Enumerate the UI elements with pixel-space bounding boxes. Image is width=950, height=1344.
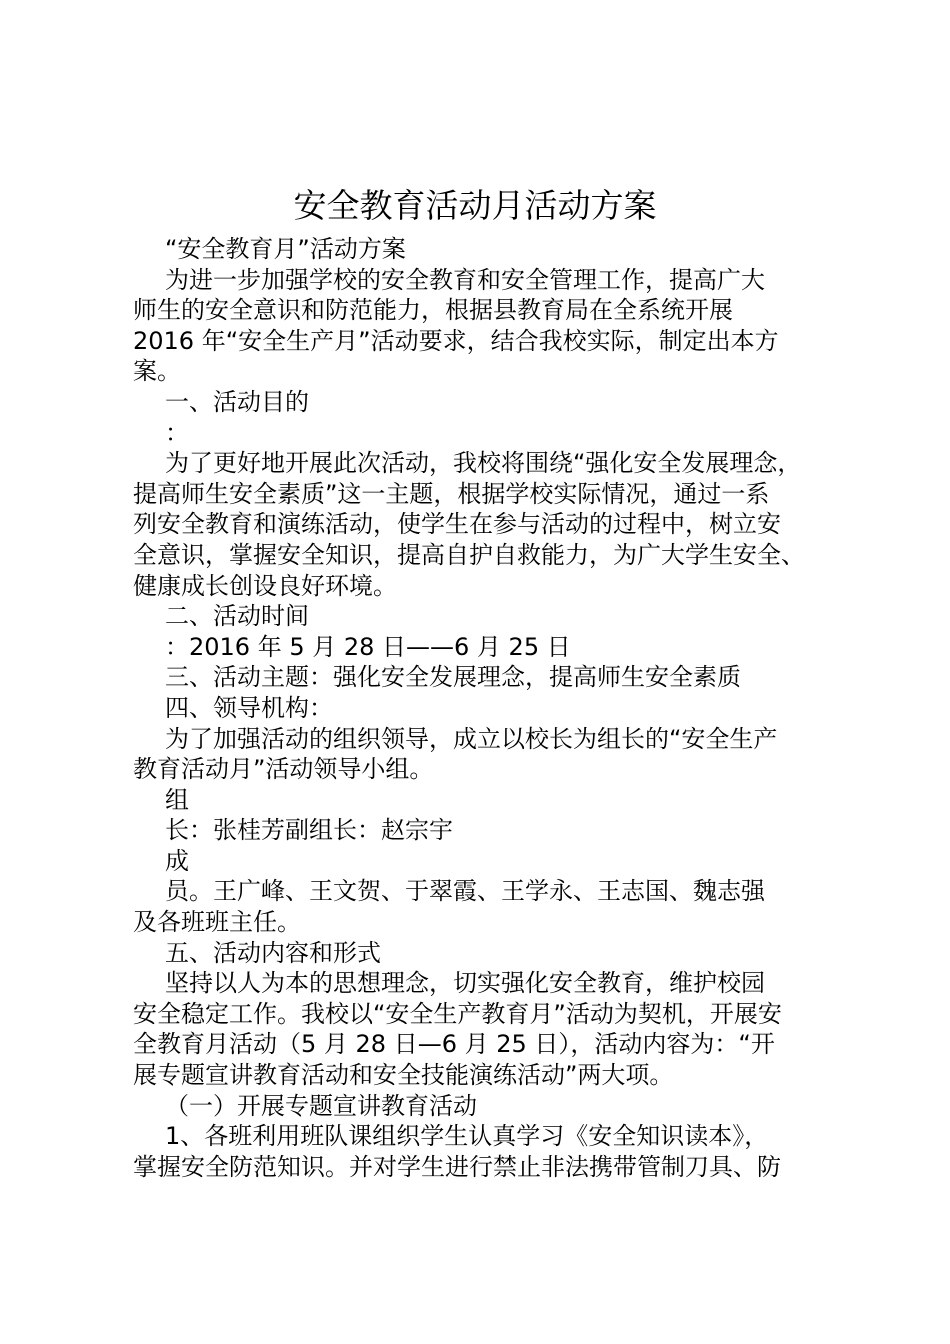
body-line: ：2016 年 5 月 28 日——6 月 25 日 bbox=[165, 632, 571, 661]
body-line: 为了加强活动的组织领导，成立以校长为组长的“安全生产 bbox=[165, 724, 778, 753]
document-body bbox=[133, 234, 833, 1182]
body-line: ： bbox=[165, 418, 189, 447]
body-line: 2016 年“安全生产月”活动要求，结合我校实际，制定出本方 bbox=[133, 326, 779, 355]
body-line: 三、活动主题：强化安全发展理念，提高师生安全素质 bbox=[165, 663, 741, 692]
body-line: 全意识，掌握安全知识，提高自护自救能力，为广大学生安全、 bbox=[133, 540, 805, 569]
body-line: 成 bbox=[165, 846, 189, 875]
body-line: “安全教育月”活动方案 bbox=[165, 235, 406, 263]
body-line: 为进一步加强学校的安全教育和安全管理工作，提高广大 bbox=[165, 265, 765, 294]
body-line: 为了更好地开展此次活动，我校将围绕“强化安全发展理念， bbox=[165, 449, 802, 478]
body-line: 案。 bbox=[133, 357, 181, 386]
body-line: 四、领导机构： bbox=[165, 693, 333, 722]
body-line: 安全稳定工作。我校以“安全生产教育月”活动为契机，开展安 bbox=[133, 999, 782, 1028]
body-line: 员。王广峰、王文贺、于翠霞、王学永、王志国、魏志强 bbox=[165, 877, 765, 906]
body-line: 一、活动目的 bbox=[165, 387, 309, 416]
body-line: 及各班班主任。 bbox=[133, 908, 301, 937]
body-line: 二、活动时间 bbox=[165, 602, 309, 631]
body-line: 组 bbox=[165, 785, 189, 814]
body-line: 1、各班利用班队课组织学生认真学习《安全知识读本》， bbox=[165, 1122, 769, 1151]
body-line: 展专题宣讲教育活动和安全技能演练活动”两大项。 bbox=[133, 1061, 674, 1090]
document-title: 安全教育活动月活动方案 bbox=[293, 186, 657, 225]
body-line: 教育活动月”活动领导小组。 bbox=[133, 755, 434, 784]
body-line: 师生的安全意识和防范能力，根据县教育局在全系统开展 bbox=[133, 296, 733, 325]
body-line: 全教育月活动（5 月 28 日—6 月 25 日），活动内容为：“开 bbox=[133, 1030, 775, 1059]
body-line: 坚持以人为本的思想理念，切实强化安全教育，维护校园 bbox=[165, 969, 765, 998]
body-line: 掌握安全防范知识。并对学生进行禁止非法携带管制刀具、防 bbox=[133, 1152, 781, 1181]
body-line: 列安全教育和演练活动，使学生在参与活动的过程中，树立安 bbox=[133, 510, 781, 539]
body-line: 健康成长创设良好环境。 bbox=[133, 571, 397, 600]
body-line: （一）开展专题宣讲教育活动 bbox=[165, 1091, 477, 1120]
body-line: 五、活动内容和形式 bbox=[165, 938, 381, 967]
body-line: 长：张桂芳副组长：赵宗宇 bbox=[165, 816, 453, 845]
body-line: 提高师生安全素质”这一主题，根据学校实际情况，通过一系 bbox=[133, 479, 770, 508]
